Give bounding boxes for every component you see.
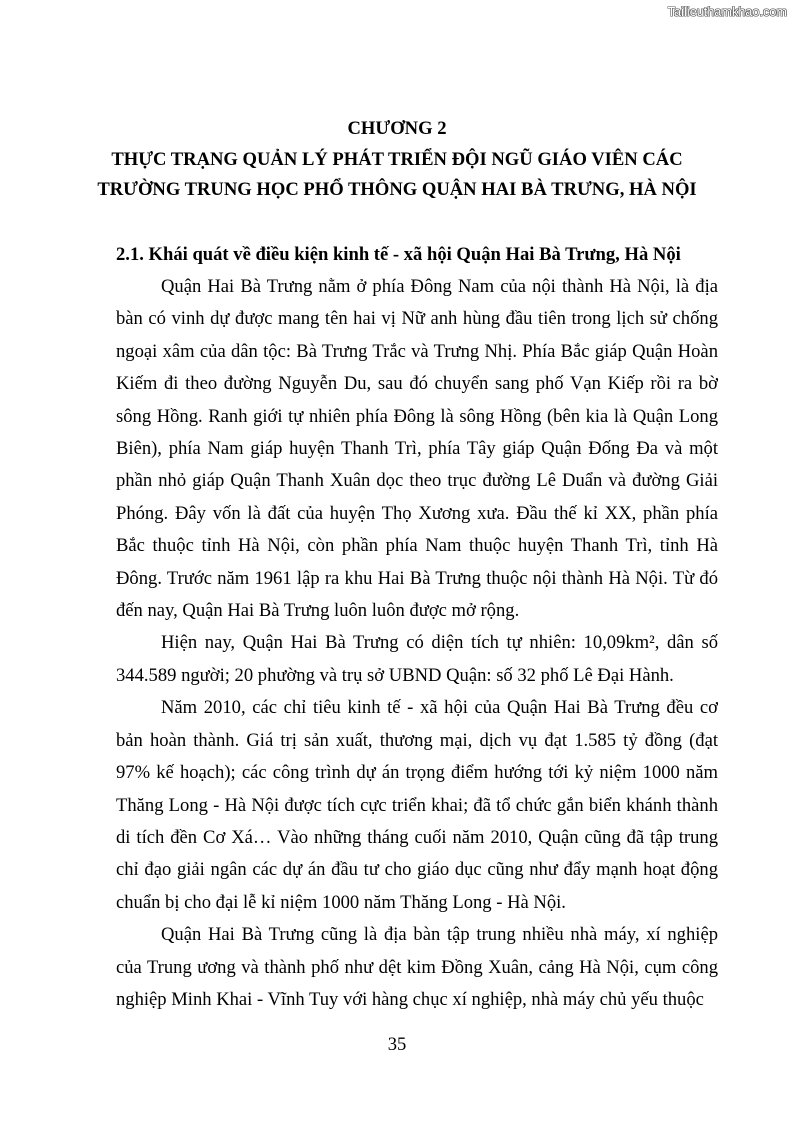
paragraph-line: nghiệp Minh Khai - Vĩnh Tuy với hàng chục xí nghiệp, nhà máy chủ yếu thuộc xyxy=(116,988,704,1010)
paragraph-line: Bắc thuộc tỉnh Hà Nội, còn phần phía Nam thuộc huyện Thanh Trì, tỉnh Hà xyxy=(116,535,718,557)
paragraph-line: Đông. Trước năm 1961 lập ra khu Hai Bà Trưng thuộc nội thành Hà Nội. Từ đó xyxy=(116,567,718,589)
paragraph-line: Quận Hai Bà Trưng nằm ở phía Đông Nam của nội thành Hà Nội, là địa xyxy=(161,276,718,297)
paragraph xyxy=(116,919,718,1016)
paragraph-line: Phóng. Đây vốn là đất của huyện Thọ Xương xưa. Đầu thế kỉ XX, phần phía xyxy=(116,502,718,524)
paragraph xyxy=(116,271,718,627)
paragraph-line: chỉ đạo giải ngân các dự án đầu tư cho giáo dục cũng như đẩy mạnh hoạt động xyxy=(116,859,718,881)
paragraph-line: ngoại xâm của dân tộc: Bà Trưng Trắc và Trưng Nhị. Phía Bắc giáp Quận Hoàn xyxy=(116,340,718,362)
paragraph xyxy=(116,627,718,692)
chapter-label: CHƯƠNG 2 xyxy=(347,118,447,139)
paragraph-line: Kiếm đi theo đường Nguyễn Du, sau đó chuyển sang phố Vạn Kiếp rồi ra bờ xyxy=(116,373,718,395)
chapter-title-line-2: TRƯỜNG TRUNG HỌC PHỔ THÔNG QUẬN HAI BÀ TRƯNG, HÀ NỘI xyxy=(97,179,697,200)
paragraph-line: sông Hồng. Ranh giới tự nhiên phía Đông là sông Hồng (bên kia là Quận Long xyxy=(116,405,718,427)
chapter-title-block xyxy=(0,114,794,206)
paragraph-line: Biên), phía Nam giáp huyện Thanh Trì, phía Tây giáp Quận Đống Đa và một xyxy=(116,438,718,460)
paragraph xyxy=(116,692,718,919)
paragraph-line: 344.589 người; 20 phường và trụ sở UBND Quận: số 32 phố Lê Đại Hành. xyxy=(116,664,674,686)
section-heading: 2.1. Khái quát về điều kiện kinh tế - xã hội Quận Hai Bà Trưng, Hà Nội xyxy=(116,244,681,265)
paragraph-line: Thăng Long - Hà Nội được tích cực triển khai; đã tổ chức gắn biển khánh thành xyxy=(116,794,718,816)
paragraph-line: Quận Hai Bà Trưng cũng là địa bàn tập trung nhiều nhà máy, xí nghiệp xyxy=(161,924,718,946)
paragraph-line: phần nhỏ giáp Quận Thanh Xuân dọc theo trục đường Lê Duẩn và đường Giải xyxy=(116,470,718,492)
paragraph-line: 97% kế hoạch); các công trình dự án trọng điểm hướng tới kỷ niệm 1000 năm xyxy=(116,762,718,784)
body-text xyxy=(116,271,718,1016)
watermark: Tailieuthamkhao.com xyxy=(667,5,787,19)
paragraph-line: di tích đền Cơ Xá… Vào những tháng cuối năm 2010, Quận cũng đã tập trung xyxy=(116,826,718,848)
chapter-title-line-1: THỰC TRẠNG QUẢN LÝ PHÁT TRIỂN ĐỘI NGŨ GIÁO VIÊN CÁC xyxy=(111,148,683,170)
paragraph-line: Năm 2010, các chỉ tiêu kinh tế - xã hội của Quận Hai Bà Trưng đều cơ xyxy=(161,697,718,719)
page-number: 35 xyxy=(387,1034,407,1055)
paragraph-line: đến nay, Quận Hai Bà Trưng luôn luôn được mở rộng. xyxy=(116,600,520,622)
paragraph-line: Hiện nay, Quận Hai Bà Trưng có diện tích tự nhiên: 10,09km², dân số xyxy=(161,632,718,654)
paragraph-line: bản hoàn thành. Giá trị sản xuất, thương mại, dịch vụ đạt 1.585 tỷ đồng (đạt xyxy=(116,729,718,751)
paragraph-line: bàn có vinh dự được mang tên hai vị Nữ anh hùng đầu tiên trong lịch sử chống xyxy=(116,308,718,330)
paragraph-line: của Trung ương và thành phố như dệt kim Đồng Xuân, cảng Hà Nội, cụm công xyxy=(116,956,718,978)
paragraph-line: chuẩn bị cho đại lễ kỉ niệm 1000 năm Thăng Long - Hà Nội. xyxy=(116,891,566,913)
